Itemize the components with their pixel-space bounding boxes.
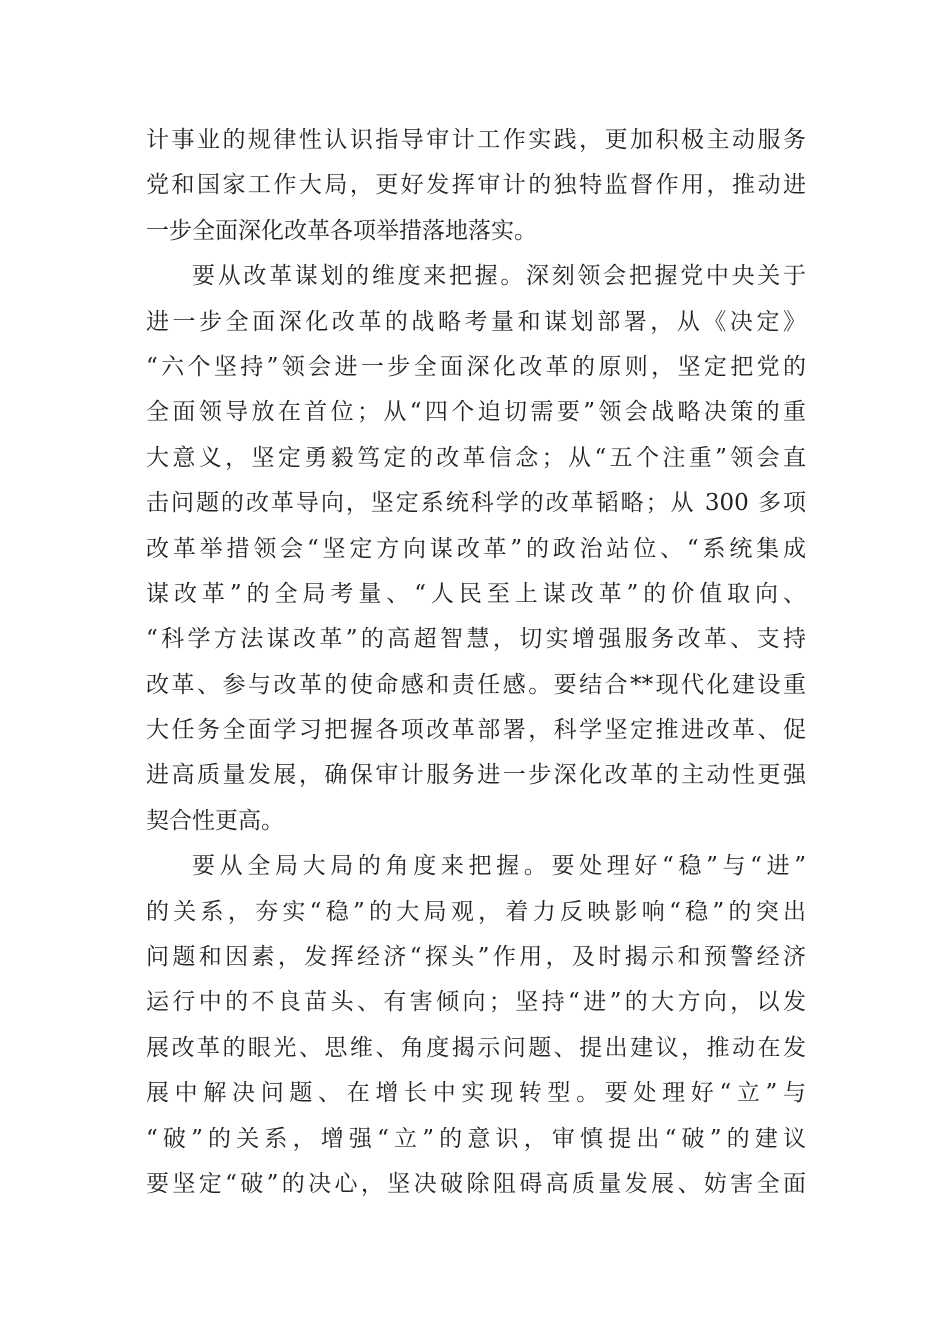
text-line: 要坚定“破”的决心，坚决破除阻碍高质量发展、妨害全面: [146, 1170, 806, 1197]
text-line: 契合性更高。: [146, 807, 284, 834]
paragraph: [146, 844, 806, 1207]
text-line: 展改革的眼光、思维、角度揭示问题、提出建议，推动在发: [146, 1034, 806, 1061]
text-line: 计事业的规律性认识指导审计工作实践，更加积极主动服务: [146, 127, 806, 153]
text-line: 进一步全面深化改革的战略考量和谋划部署，从《决定》: [146, 308, 806, 335]
text-line: 大任务全面学习把握各项改革部署，科学坚定推进改革、促: [146, 717, 806, 744]
text-line: 击问题的改革导向，坚定系统科学的改革韬略；从 300 多项: [146, 490, 806, 517]
text-line: 展中解决问题、在增长中实现转型。要处理好“立”与: [146, 1080, 806, 1107]
text-line: 党和国家工作大局，更好发挥审计的独特监督作用，推动进: [146, 172, 806, 199]
text-line: 全面领导放在首位；从“四个迫切需要”领会战略决策的重: [146, 399, 806, 426]
text-line: 进高质量发展，确保审计服务进一步深化改革的主动性更强: [146, 762, 806, 789]
text-line: 大意义，坚定勇毅笃定的改革信念；从“五个注重”领会直: [146, 444, 806, 471]
document-body: [146, 118, 806, 1207]
paragraph: [146, 118, 806, 254]
text-line: 问题和因素，发挥经济“探头”作用，及时揭示和预警经济: [146, 944, 806, 971]
text-line: 要从全局大局的角度来把握。要处理好“稳”与“进”: [192, 853, 806, 880]
text-line: 谋改革”的全局考量、“人民至上谋改革”的价值取向、: [146, 580, 806, 607]
text-line: 一步全面深化改革各项举措落地落实。: [146, 217, 537, 244]
text-line: 运行中的不良苗头、有害倾向；坚持“进”的大方向，以发: [146, 989, 806, 1016]
text-line: “科学方法谋改革”的高超智慧，切实增强服务改革、支持: [146, 626, 806, 653]
text-line: 要从改革谋划的维度来把握。深刻领会把握党中央关于: [192, 263, 806, 290]
text-line: 改革、参与改革的使命感和责任感。要结合**现代化建设重: [146, 671, 806, 698]
text-line: 改革举措领会“坚定方向谋改革”的政治站位、“系统集成: [146, 535, 806, 562]
paragraph: [146, 254, 806, 844]
text-line: “破”的关系，增强“立”的意识，审慎提出“破”的建议: [146, 1125, 806, 1152]
text-line: 的关系，夯实“稳”的大局观，着力反映影响“稳”的突出: [146, 898, 806, 925]
text-line: “六个坚持”领会进一步全面深化改革的原则，坚定把党的: [146, 353, 806, 380]
